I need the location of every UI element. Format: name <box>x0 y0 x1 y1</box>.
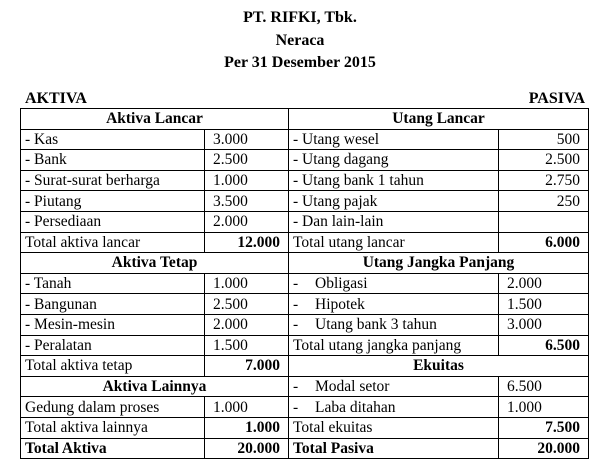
item-label: - Persediaan <box>21 211 205 232</box>
total-label: Total utang jangka panjang <box>289 335 499 356</box>
item-value: 6.500 <box>499 376 589 397</box>
item-label: - Utang dagang <box>289 150 499 171</box>
table-row <box>21 211 589 232</box>
report-date: Per 31 Desember 2015 <box>224 54 376 71</box>
document-title: Neraca <box>275 32 325 49</box>
item-value <box>499 211 589 232</box>
item-label-text: Laba ditahan <box>315 398 396 416</box>
item-value: 250 <box>499 191 589 212</box>
total-label: Total aktiva tetap <box>21 356 205 377</box>
company-name: PT. RIFKI, Tbk. <box>243 9 357 26</box>
dash-mark: - <box>293 378 299 396</box>
item-value: 1.000 <box>205 170 289 191</box>
total-label: Total aktiva lancar <box>21 232 205 253</box>
item-label-text: Modal setor <box>315 378 390 396</box>
total-label: Total ekuitas <box>289 417 499 438</box>
item-label: - Kas <box>21 129 205 150</box>
total-value: 7.500 <box>499 417 589 438</box>
item-value: 1.000 <box>205 397 289 418</box>
table-row <box>21 273 589 294</box>
section-title-utang-jangka-panjang: Utang Jangka Panjang <box>289 253 589 274</box>
grand-total-label: Total Aktiva <box>21 438 205 459</box>
total-label: Total utang lancar <box>289 232 499 253</box>
item-label-text: Obligasi <box>315 275 368 293</box>
item-label <box>289 314 499 335</box>
total-label: Total aktiva lainnya <box>21 417 205 438</box>
item-label: - Bangunan <box>21 294 205 315</box>
balance-sheet-table <box>20 108 589 459</box>
item-label: - Tanah <box>21 273 205 294</box>
item-value: 2.500 <box>205 150 289 171</box>
item-label <box>289 376 499 397</box>
item-value: 3.500 <box>205 191 289 212</box>
grand-total-value: 20.000 <box>205 438 289 459</box>
item-label-text: Hipotek <box>315 295 365 313</box>
dash-mark: - <box>293 275 299 293</box>
item-label: - Surat-surat berharga <box>21 170 205 191</box>
subtotal-row <box>21 356 589 377</box>
total-value: 6.000 <box>499 232 589 253</box>
item-value: 2.500 <box>205 294 289 315</box>
section-header-row <box>21 253 589 274</box>
item-value: 1.500 <box>499 294 589 315</box>
grand-total-label: Total Pasiva <box>289 438 499 459</box>
section-title-aktiva-lancar: Aktiva Lancar <box>21 109 289 130</box>
table-row <box>21 191 589 212</box>
item-label: - Piutang <box>21 191 205 212</box>
item-value: 1.000 <box>205 273 289 294</box>
table-row <box>21 376 589 397</box>
aktiva-label: AKTIVA <box>25 90 87 107</box>
dash-mark: - <box>293 398 299 416</box>
table-row <box>21 335 589 356</box>
grand-total-row <box>21 438 589 459</box>
item-value: 500 <box>499 129 589 150</box>
section-title-aktiva-tetap: Aktiva Tetap <box>21 253 289 274</box>
item-value: 2.000 <box>205 211 289 232</box>
dash-mark: - <box>293 316 299 334</box>
item-label: - Bank <box>21 150 205 171</box>
total-value: 1.000 <box>205 417 289 438</box>
item-value: 2.500 <box>499 150 589 171</box>
table-row <box>21 314 589 335</box>
dash-mark: - <box>293 295 299 313</box>
subtotal-row <box>21 232 589 253</box>
table-row <box>21 294 589 315</box>
total-value: 7.000 <box>205 356 289 377</box>
item-label: Gedung dalam proses <box>21 397 205 418</box>
item-value: 2.000 <box>205 314 289 335</box>
total-value: 12.000 <box>205 232 289 253</box>
subtotal-row <box>21 417 589 438</box>
grand-total-value: 20.000 <box>499 438 589 459</box>
table-row <box>21 150 589 171</box>
item-label: - Utang wesel <box>289 129 499 150</box>
table-row <box>21 129 589 150</box>
pasiva-label: PASIVA <box>528 90 585 107</box>
section-header-row <box>21 109 589 130</box>
item-label: - Utang bank 1 tahun <box>289 170 499 191</box>
section-title-utang-lancar: Utang Lancar <box>289 109 589 130</box>
table-row <box>21 397 589 418</box>
item-label <box>289 397 499 418</box>
item-label: - Utang pajak <box>289 191 499 212</box>
item-value: 1.500 <box>205 335 289 356</box>
item-value: 1.000 <box>499 397 589 418</box>
item-label: - Dan lain-lain <box>289 211 499 232</box>
item-label-text: Utang bank 3 tahun <box>315 316 437 334</box>
table-row <box>21 170 589 191</box>
section-title-ekuitas: Ekuitas <box>289 356 589 377</box>
total-value: 6.500 <box>499 335 589 356</box>
item-value: 3.000 <box>499 314 589 335</box>
item-label: - Peralatan <box>21 335 205 356</box>
section-title-aktiva-lainnya: Aktiva Lainnya <box>21 376 289 397</box>
item-label: - Mesin-mesin <box>21 314 205 335</box>
item-value: 2.750 <box>499 170 589 191</box>
item-label <box>289 273 499 294</box>
item-label <box>289 294 499 315</box>
item-value: 2.000 <box>499 273 589 294</box>
item-value: 3.000 <box>205 129 289 150</box>
